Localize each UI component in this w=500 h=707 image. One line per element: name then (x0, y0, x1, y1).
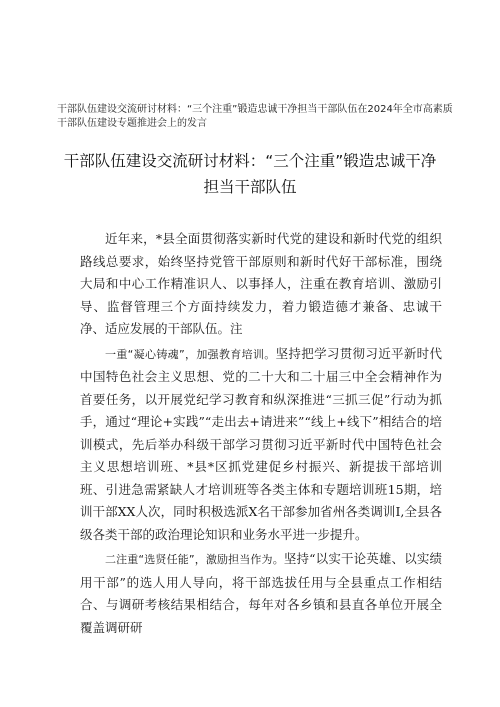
paragraph-selection (80, 548, 442, 639)
paragraph-text: 坚持“以实干论英雄、以实绩用干部”的选人用人导向，将干部选拔任用与全县重点工作相结合、与调研考核结果相结合，每年对各乡镇和县直各单位开展全覆盖调研研 (80, 551, 442, 635)
paragraph-lead: 二注重“选贤任能”，激励担当作为。 (105, 553, 284, 566)
doc-title-line-2: 担当干部队伍 (203, 178, 297, 196)
paragraph-text: 近年来，*县全面贯彻落实新时代党的建设和新时代党的组织路线总要求，始终坚持党管干部原则和新时代好干部标准，围绕大局和中心工作精准识人、以事择人，注重在教育培训、激励引导、监督管理三个方面持续发力，着力锻造德才兼备、忠诚干净、适应发展的干部队伍。注 (80, 231, 442, 336)
paragraph-intro (80, 228, 442, 341)
header-line-2: 干部队伍建设专题推进会上的发言 (57, 118, 207, 129)
paragraph-text: 坚持把学习贯彻习近平新时代中国特色社会主义思想、党的二十大和二十届三中全会精神作为首要任务，以开展党纪学习教育和纵深推进“三抓三促”行动为抓手，通过“理论+实践”“走出去+请进来”“线上+线下”相结合的培训模式，先后举办科级干部学习贯彻习近平新时代中国特色社会主义思想培训班、*县*区抓党建促乡村振兴、新提拔干部培训班、引进急需紧缺人才培训班等各类主体和专题培训班15期，培训干部XX人次，同时积极选派X名干部参加省州各类调训I,全县各级各类干部的政治理论知识和业务水平进一步提升。 (80, 345, 442, 542)
header-line-1: 干部队伍建设交流研讨材料：“三个注重”锻造忠诚干净担当干部队伍在2024年全市高素质 (57, 104, 453, 115)
paragraph-education (80, 343, 442, 547)
paragraph-lead: 一重“凝心铸魂”，加强教育培训。 (105, 347, 276, 361)
doc-body (80, 228, 442, 641)
doc-title-line-1: 干部队伍建设交流研讨材料：“三个注重”锻造忠诚干净 (63, 152, 437, 170)
